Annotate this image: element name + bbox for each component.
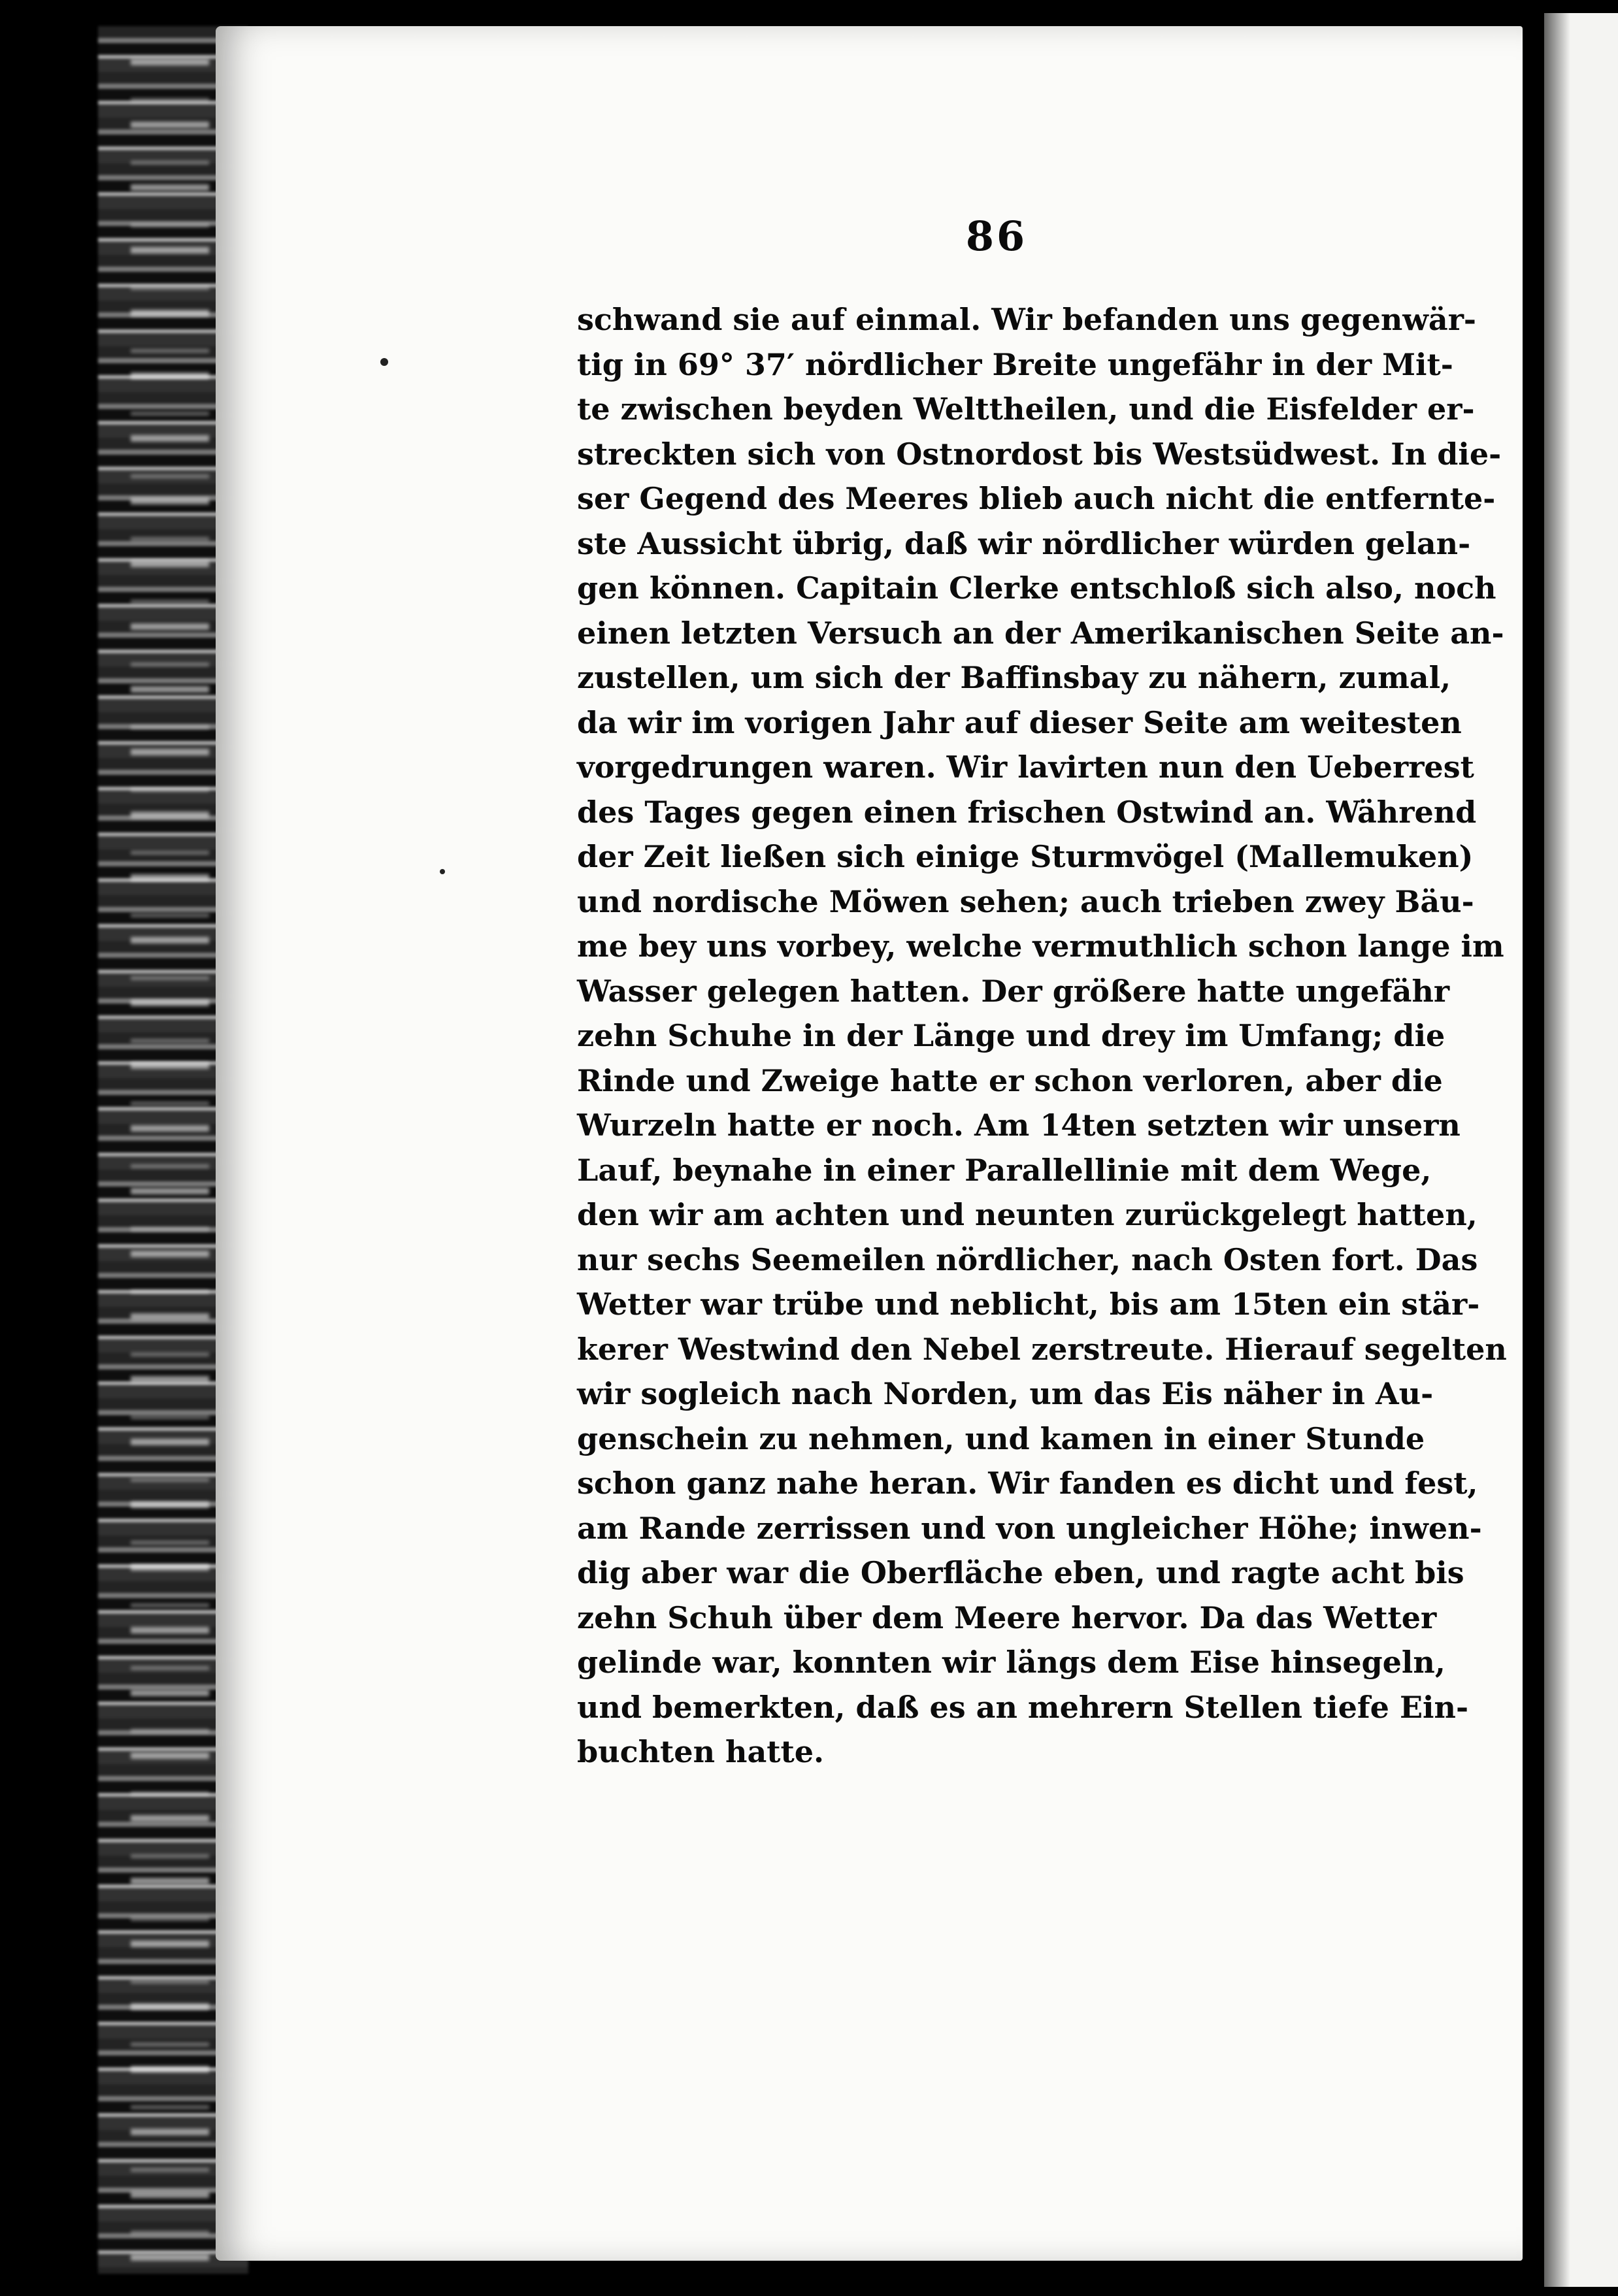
binding-edge-highlight xyxy=(131,39,209,2261)
text-line: nur sechs Seemeilen nördlicher, nach Osten fort. Das xyxy=(577,1241,1478,1277)
ink-speck xyxy=(440,869,445,874)
text-line: da wir im vorigen Jahr auf dieser Seite am weitesten xyxy=(577,704,1462,740)
text-line: Lauf, beynahe in einer Parallellinie mit dem Wege, xyxy=(577,1152,1432,1188)
text-line: gelinde war, konnten wir längs dem Eise hinsegeln, xyxy=(577,1645,1445,1680)
text-line: buchten hatte. xyxy=(577,1734,825,1769)
text-line: tig in 69° 37′ nördlicher Breite ungefähr in der Mit- xyxy=(577,346,1453,382)
gutter-shadow xyxy=(1544,13,1570,2287)
text-line: zustellen, um sich der Baffinsbay zu nähern, zumal, xyxy=(577,660,1451,695)
text-line: gen können. Capitain Clerke entschloß sich also, noch xyxy=(577,570,1496,606)
text-line: des Tages gegen einen frischen Ostwind an. Während xyxy=(577,794,1477,830)
text-line: und bemerkten, daß es an mehrern Stellen tiefe Ein- xyxy=(577,1689,1469,1725)
text-line: zehn Schuh über dem Meere hervor. Da das Wetter xyxy=(577,1599,1437,1635)
text-line: Wetter war trübe und neblicht, bis am 15ten ein stär- xyxy=(577,1287,1480,1322)
facing-page-edge xyxy=(1532,13,1618,2287)
page-number: 86 xyxy=(965,212,1028,260)
text-line: ser Gegend des Meeres blieb auch nicht die entfernte- xyxy=(577,481,1496,516)
text-line: ste Aussicht übrig, daß wir nördlicher würden gelan- xyxy=(577,525,1471,561)
text-line: Wurzeln hatte er noch. Am 14ten setzten wir unsern xyxy=(577,1107,1461,1143)
text-line: kerer Westwind den Nebel zerstreute. Hierauf segelten xyxy=(577,1331,1507,1367)
text-line: me bey uns vorbey, welche vermuthlich schon lange im xyxy=(577,928,1504,964)
body-text xyxy=(577,297,1507,1775)
text-line: schwand sie auf einmal. Wir befanden uns gegenwär- xyxy=(577,302,1477,337)
ink-speck xyxy=(380,358,388,366)
text-line: und nordische Möwen sehen; auch trieben zwey Bäu- xyxy=(577,883,1474,919)
text-line: am Rande zerrissen und von ungleicher Höhe; inwen- xyxy=(577,1510,1482,1546)
text-line: einen letzten Versuch an der Amerikanischen Seite an- xyxy=(577,615,1504,651)
text-line: genschein zu nehmen, und kamen in einer Stunde xyxy=(577,1420,1425,1456)
text-line: vorgedrungen waren. Wir lavirten nun den Ueberrest xyxy=(577,749,1474,785)
text-line: Wasser gelegen hatten. Der größere hatte ungefähr xyxy=(577,973,1450,1009)
text-line: dig aber war die Oberfläche eben, und ragte acht bis xyxy=(577,1555,1464,1590)
text-line: schon ganz nahe heran. Wir fanden es dicht und fest, xyxy=(577,1466,1478,1501)
text-line: den wir am achten und neunten zurückgelegt hatten, xyxy=(577,1197,1478,1232)
text-line: wir sogleich nach Norden, um das Eis näher in Au- xyxy=(577,1376,1434,1411)
text-line: Rinde und Zweige hatte er schon verloren, aber die xyxy=(577,1062,1443,1098)
text-line: streckten sich von Ostnordost bis Westsüdwest. In die- xyxy=(577,436,1502,472)
text-line: zehn Schuhe in der Länge und drey im Umfang; die xyxy=(577,1018,1445,1053)
text-line: der Zeit ließen sich einige Sturmvögel (Mallemuken) xyxy=(577,839,1474,874)
text-line: te zwischen beyden Welttheilen, und die Eisfelder er- xyxy=(577,391,1475,427)
